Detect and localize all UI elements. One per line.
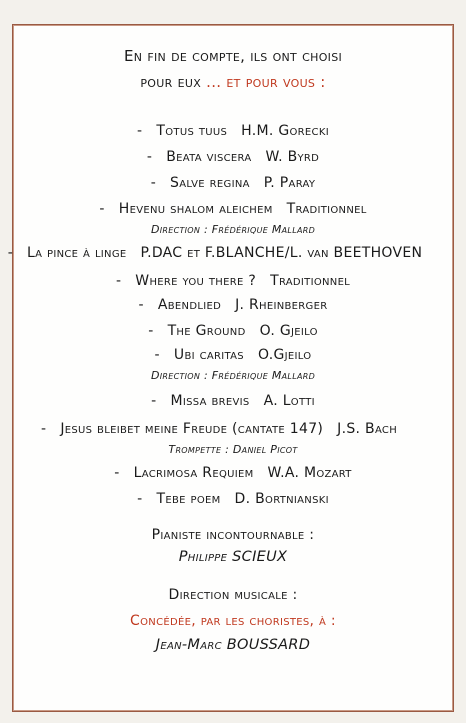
program-dash: - (7, 245, 14, 261)
program-item (0, 421, 439, 437)
direction-conceded: Concédée, par les choristes, à : (130, 613, 336, 629)
pianist-name: Philippe SCIEUX (178, 549, 288, 565)
program-composer: D. Bortnianski (234, 491, 329, 507)
program-composer: P. Paray (263, 175, 316, 191)
program-title: Hevenu shalom aleichem (118, 201, 273, 217)
pianist-label: Pianiste incontournable : (151, 527, 315, 543)
program-title: La pince à linge (27, 245, 127, 261)
program-item (13, 323, 453, 339)
program-dash: - (137, 491, 143, 507)
intro-text-2-red: ... et pour vous : (206, 73, 326, 91)
program-note (13, 369, 453, 382)
program-item (13, 393, 453, 409)
program-note (13, 223, 453, 236)
program-composer: W. Byrd (265, 149, 320, 165)
program-title: Beata viscera (166, 149, 252, 165)
program-composer: A. Lotti (263, 393, 315, 409)
intro-text-1: En fin de compte, ils ont choisi (123, 47, 343, 65)
intro-line-2 (13, 73, 453, 91)
program-item (13, 347, 453, 363)
program-item (0, 245, 435, 261)
program-composer: W.A. Mozart (267, 465, 352, 481)
program-title: Abendlied (157, 297, 222, 313)
program-title: Lacrimosa Requiem (133, 465, 254, 481)
program-dash: - (137, 123, 143, 139)
program-title: Totus tuus (156, 123, 228, 139)
program-composer: H.M. Gorecki (241, 123, 329, 139)
program-item (13, 465, 453, 481)
program-title: Tebe poem (156, 491, 221, 507)
program-composer: P.DAC et F.BLANCHE/L. van BEETHOVEN (140, 245, 423, 261)
program-card (7, 24, 454, 712)
program-title: The Ground (167, 323, 246, 339)
program-dash: - (150, 175, 157, 191)
program-note (13, 443, 453, 456)
program-item (13, 297, 453, 313)
program-composer: J.S. Bach (337, 421, 398, 437)
program-note-text: Direction : Frédérique Mallard (150, 223, 316, 236)
program-title: Missa brevis (170, 393, 250, 409)
program-title: Ubi caritas (173, 347, 244, 363)
program-composer: Traditionnel (286, 201, 367, 217)
program-dash: - (115, 273, 122, 289)
program-item (13, 491, 453, 507)
direction-label: Direction musicale : (168, 587, 298, 603)
program-item (13, 149, 453, 165)
program-dash: - (99, 201, 105, 217)
program-dash: - (151, 393, 157, 409)
program-dash: - (138, 297, 144, 313)
program-composer: Traditionnel (270, 273, 351, 289)
program-dash: - (148, 323, 154, 339)
program-dash: - (114, 465, 120, 481)
program-item (13, 273, 453, 289)
program-title: Where you there ? (135, 273, 257, 289)
program-composer: J. Rheinberger (235, 297, 328, 313)
intro-text-2: pour eux (140, 73, 202, 91)
program-title: Jesus bleibet meine Freude (cantate 147) (60, 421, 324, 437)
program-note-text: Trompette : Daniel Picot (168, 443, 298, 456)
intro-line-1 (13, 47, 453, 65)
program-note-text: Direction : Frédérique Mallard (150, 369, 316, 382)
director-name: Jean-Marc BOUSSARD (155, 637, 311, 653)
program-dash: - (40, 421, 47, 437)
program-dash: - (154, 347, 160, 363)
program-item (13, 201, 453, 217)
program-item (13, 123, 453, 139)
program-dash: - (146, 149, 153, 165)
program-composer: O. Gjeilo (259, 323, 318, 339)
program-composer: O.Gjeilo (257, 347, 312, 363)
program-title: Salve regina (170, 175, 250, 191)
program-item (13, 175, 453, 191)
